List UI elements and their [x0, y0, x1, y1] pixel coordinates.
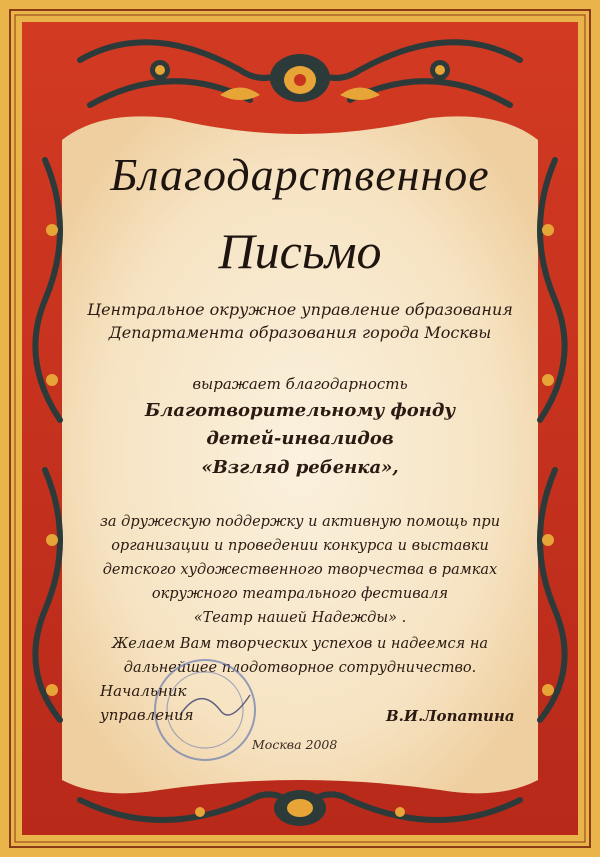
body-line: детского художественного творчества в рамках — [102, 562, 498, 578]
title-line-1: Благодарственное — [110, 149, 490, 200]
issuer-line-2: Департамента образования города Москвы — [108, 323, 492, 342]
body-line: «Театр нашей Надежды» . — [193, 610, 407, 626]
place-date: Москва 2008 — [252, 737, 338, 752]
body-line: организации и проведении конкурса и выставки — [111, 538, 489, 554]
thanks-intro: выражает благодарность — [192, 375, 408, 393]
recipient-line-1: Благотворительному фонду — [144, 400, 456, 421]
recipient-line-3: «Взгляд ребенка», — [201, 457, 399, 478]
title-line-2: Письмо — [218, 223, 382, 279]
body-line: за дружескую поддержку и активную помощь при — [99, 514, 501, 530]
recipient-line-2: детей-инвалидов — [206, 428, 394, 449]
body-line: дальнейшее плодотворное сотрудничество. — [123, 660, 477, 676]
signatory-title-line-2: управления — [100, 706, 194, 724]
body-line: Желаем Вам творческих успехов и надеемся на — [111, 636, 489, 652]
issuer-line-1: Центральное окружное управление образования — [87, 300, 513, 319]
signatory-title-line-1: Начальник — [100, 682, 187, 700]
body-line: окружного театрального фестиваля — [151, 586, 449, 602]
signatory-name: В.И.Лопатина — [386, 707, 515, 725]
